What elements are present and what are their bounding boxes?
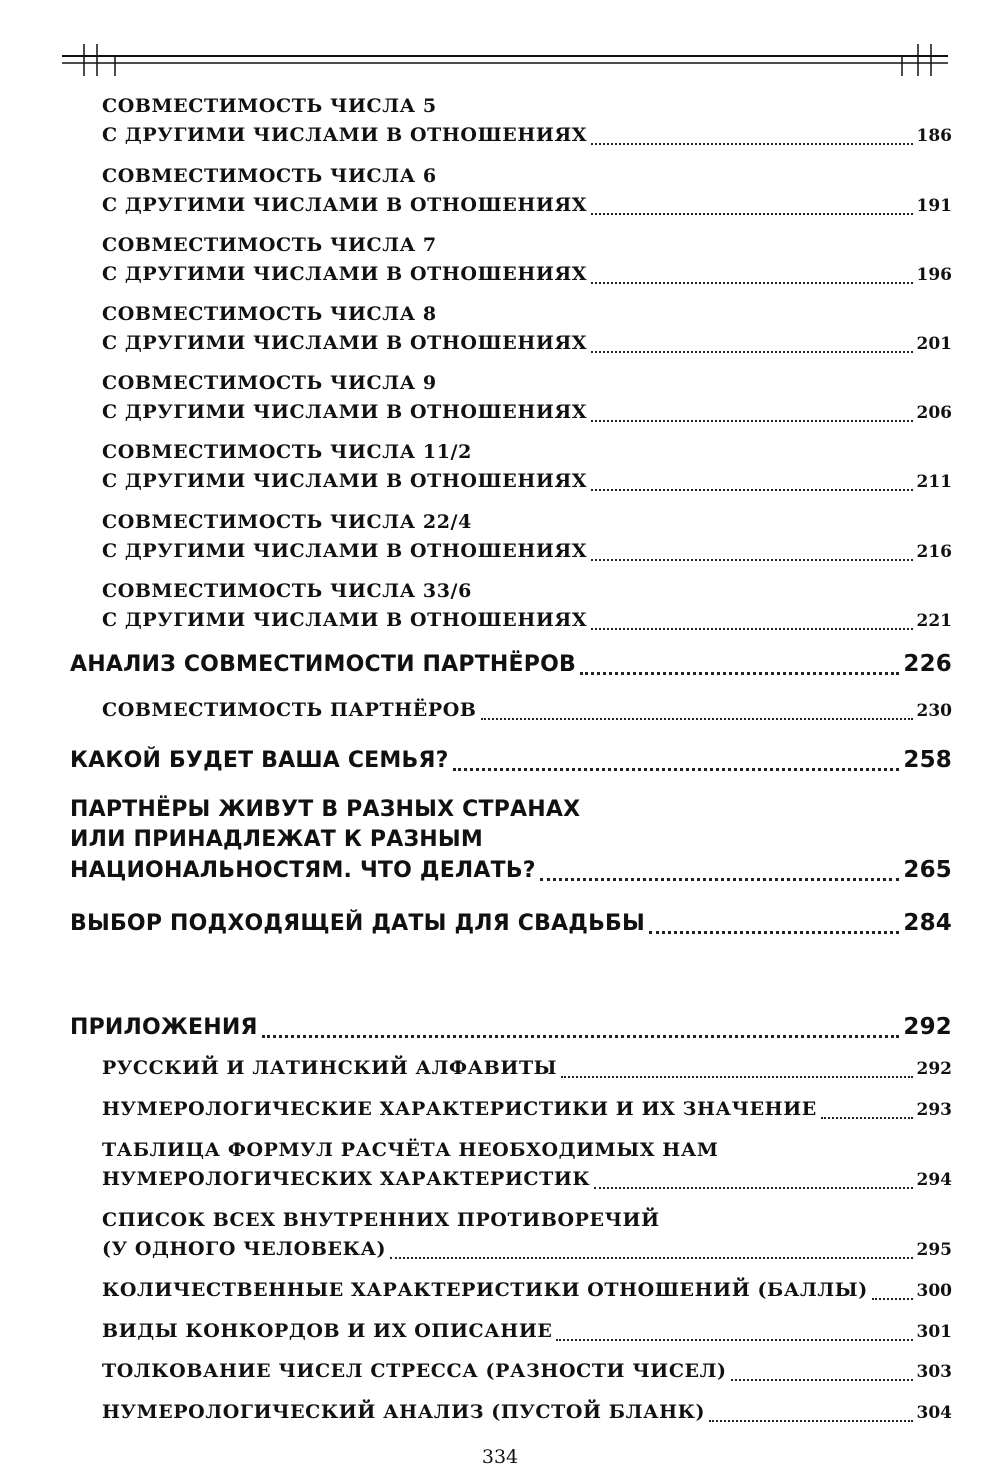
toc-heading: ПАРТНЁРЫ ЖИВУТ В РАЗНЫХ СТРАНАХ — [70, 797, 581, 822]
toc-page-number: 292 — [903, 1014, 952, 1040]
toc-entry-line: С ДРУГИМИ ЧИСЛАМИ В ОТНОШЕНИЯХ — [102, 124, 588, 146]
toc-page-number: 293 — [916, 1100, 952, 1120]
toc-entry-line: С ДРУГИМИ ЧИСЛАМИ В ОТНОШЕНИЯХ — [102, 540, 588, 562]
toc-entry-number-33-6[interactable] — [70, 577, 952, 636]
toc-entry-partner-compatibility[interactable] — [70, 696, 952, 726]
toc-entry-alphabets[interactable] — [70, 1054, 952, 1084]
toc-entry-line: СПИСОК ВСЕХ ВНУТРЕННИХ ПРОТИВОРЕЧИЙ — [102, 1209, 660, 1231]
toc-heading: АНАЛИЗ СОВМЕСТИМОСТИ ПАРТНЁРОВ — [70, 652, 576, 677]
toc-entry-line: С ДРУГИМИ ЧИСЛАМИ В ОТНОШЕНИЯХ — [102, 470, 588, 492]
toc-entry-different-countries[interactable] — [70, 795, 952, 886]
toc-entry-number-9[interactable] — [70, 369, 952, 428]
toc-entry-line: СОВМЕСТИМОСТЬ ЧИСЛА 7 — [102, 234, 437, 256]
toc-page-number: 191 — [916, 196, 952, 216]
toc-entry-number-8[interactable] — [70, 300, 952, 359]
toc-heading: ИЛИ ПРИНАДЛЕЖАТ К РАЗНЫМ — [70, 827, 483, 852]
toc-entry-line: С ДРУГИМИ ЧИСЛАМИ В ОТНОШЕНИЯХ — [102, 263, 588, 285]
toc-entry-line: КОЛИЧЕСТВЕННЫЕ ХАРАКТЕРИСТИКИ ОТНОШЕНИЙ (БАЛЛЫ) — [102, 1279, 868, 1301]
toc-page-number: 206 — [916, 403, 952, 423]
toc-heading: КАКОЙ БУДЕТ ВАША СЕМЬЯ? — [70, 748, 449, 773]
leader-dots — [591, 420, 912, 422]
toc-entry-line: НУМЕРОЛОГИЧЕСКИЙ АНАЛИЗ (ПУСТОЙ БЛАНК) — [102, 1401, 706, 1423]
page-number: 334 — [481, 1446, 519, 1468]
leader-dots — [580, 672, 899, 675]
toc-entry-line: С ДРУГИМИ ЧИСЛАМИ В ОТНОШЕНИЯХ — [102, 332, 588, 354]
leader-dots — [556, 1339, 912, 1341]
leader-dots — [262, 1035, 900, 1038]
toc-entry-concords[interactable] — [70, 1317, 952, 1347]
toc-entry-line: СОВМЕСТИМОСТЬ ЧИСЛА 6 — [102, 165, 437, 187]
leader-dots — [390, 1257, 912, 1259]
toc-page-number: 284 — [903, 910, 952, 936]
leader-dots — [709, 1420, 912, 1422]
toc-entry-number-7[interactable] — [70, 231, 952, 290]
toc-entry-number-6[interactable] — [70, 162, 952, 221]
toc-page-number: 300 — [916, 1281, 952, 1301]
header-ornament — [0, 0, 1000, 80]
toc-entry-formulas[interactable] — [70, 1136, 952, 1195]
toc-entry-line: СОВМЕСТИМОСТЬ ЧИСЛА 9 — [102, 372, 437, 394]
toc-entry-number-11-2[interactable] — [70, 438, 952, 497]
toc-entry-line: НУМЕРОЛОГИЧЕСКИЕ ХАРАКТЕРИСТИКИ И ИХ ЗНАЧЕНИЕ — [102, 1098, 817, 1120]
leader-dots — [591, 559, 912, 561]
toc-page-number: 216 — [916, 542, 952, 562]
toc-heading: ПРИЛОЖЕНИЯ — [70, 1015, 258, 1040]
toc-page-number: 292 — [916, 1059, 952, 1079]
toc-entry-wedding-date[interactable] — [70, 908, 952, 939]
toc-page-number: 186 — [916, 126, 952, 146]
toc-entry-line: СОВМЕСТИМОСТЬ ПАРТНЁРОВ — [102, 699, 477, 721]
toc-page-number: 221 — [916, 611, 952, 631]
toc-page-number: 226 — [903, 651, 952, 677]
toc-page-number: 295 — [916, 1240, 952, 1260]
toc-page-number: 201 — [916, 334, 952, 354]
leader-dots — [821, 1117, 913, 1119]
toc-entry-line: СОВМЕСТИМОСТЬ ЧИСЛА 5 — [102, 95, 437, 117]
toc-entry-line: СОВМЕСТИМОСТЬ ЧИСЛА 22/4 — [102, 511, 472, 533]
toc-entry-line: СОВМЕСТИМОСТЬ ЧИСЛА 8 — [102, 303, 437, 325]
toc-entry-line: (У ОДНОГО ЧЕЛОВЕКА) — [102, 1238, 387, 1260]
toc-entry-partner-analysis[interactable] — [70, 649, 952, 680]
leader-dots — [649, 931, 899, 934]
toc-entry-line: С ДРУГИМИ ЧИСЛАМИ В ОТНОШЕНИЯХ — [102, 609, 588, 631]
leader-dots — [591, 282, 912, 284]
toc-entry-line: ТОЛКОВАНИЕ ЧИСЕЛ СТРЕССА (РАЗНОСТИ ЧИСЕЛ) — [102, 1360, 727, 1382]
toc-entry-contradictions[interactable] — [70, 1206, 952, 1265]
toc-entry-quantitative[interactable] — [70, 1276, 952, 1306]
leader-dots — [591, 143, 912, 145]
toc-entry-stress[interactable] — [70, 1357, 952, 1387]
toc-entry-line: ТАБЛИЦА ФОРМУЛ РАСЧЁТА НЕОБХОДИМЫХ НАМ — [102, 1139, 719, 1161]
toc-page-number: 265 — [903, 857, 952, 883]
toc-entry-line: СОВМЕСТИМОСТЬ ЧИСЛА 11/2 — [102, 441, 472, 463]
toc-page-number: 301 — [916, 1322, 952, 1342]
toc-entry-family[interactable] — [70, 745, 952, 776]
toc-page-number: 196 — [916, 265, 952, 285]
toc-entry-line: НУМЕРОЛОГИЧЕСКИХ ХАРАКТЕРИСТИК — [102, 1168, 591, 1190]
toc-page-number: 294 — [916, 1170, 952, 1190]
toc-entry-line: СОВМЕСТИМОСТЬ ЧИСЛА 33/6 — [102, 580, 472, 602]
leader-dots — [481, 718, 913, 720]
toc-page-number: 211 — [916, 472, 952, 492]
toc-entry-appendix[interactable] — [70, 1012, 952, 1043]
toc-page-number: 303 — [916, 1362, 952, 1382]
toc-heading: ВЫБОР ПОДХОДЯЩЕЙ ДАТЫ ДЛЯ СВАДЬБЫ — [70, 911, 646, 936]
leader-dots — [594, 1187, 912, 1189]
leader-dots — [591, 351, 912, 353]
leader-dots — [561, 1076, 912, 1078]
leader-dots — [453, 768, 900, 771]
leader-dots — [591, 628, 912, 630]
toc-heading: НАЦИОНАЛЬНОСТЯМ. ЧТО ДЕЛАТЬ? — [70, 858, 536, 883]
toc-entry-number-5[interactable] — [70, 92, 952, 151]
toc-entry-line: С ДРУГИМИ ЧИСЛАМИ В ОТНОШЕНИЯХ — [102, 401, 588, 423]
toc-page-number: 304 — [916, 1403, 952, 1423]
toc-entry-line: ВИДЫ КОНКОРДОВ И ИХ ОПИСАНИЕ — [102, 1320, 553, 1342]
toc-page-number: 258 — [903, 747, 952, 773]
toc-entry-number-22-4[interactable] — [70, 508, 952, 567]
leader-dots — [591, 489, 912, 491]
toc-entry-blank-form[interactable] — [70, 1398, 952, 1428]
toc-entry-characteristics[interactable] — [70, 1095, 952, 1125]
leader-dots — [731, 1379, 913, 1381]
toc-entry-line: С ДРУГИМИ ЧИСЛАМИ В ОТНОШЕНИЯХ — [102, 194, 588, 216]
leader-dots — [591, 213, 912, 215]
leader-dots — [540, 878, 900, 881]
leader-dots — [872, 1298, 913, 1300]
toc-page-number: 230 — [916, 701, 952, 721]
toc-entry-line: РУССКИЙ И ЛАТИНСКИЙ АЛФАВИТЫ — [102, 1057, 558, 1079]
